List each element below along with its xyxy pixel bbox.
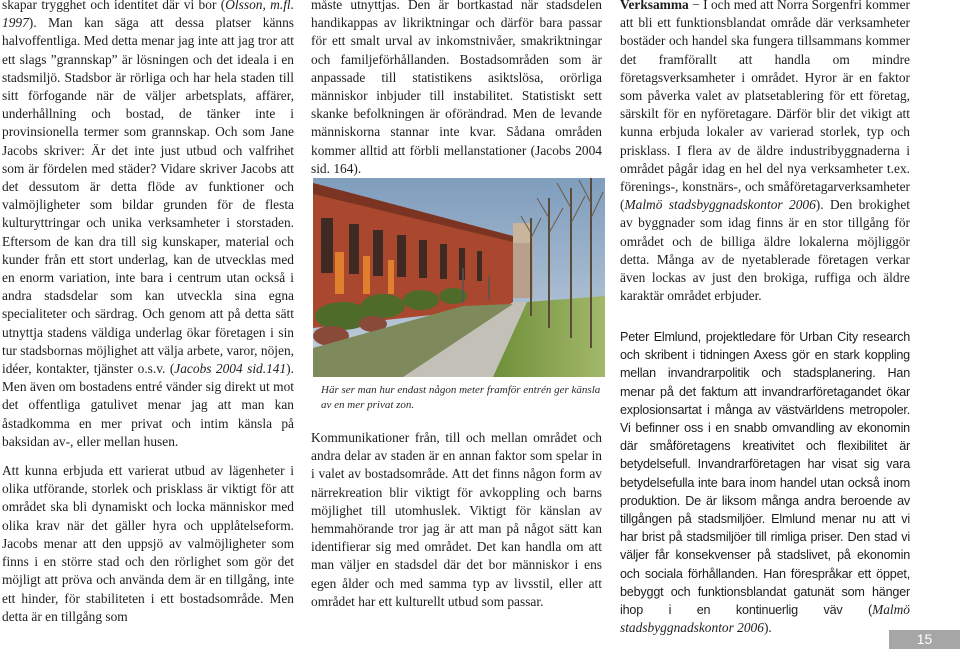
page-number: 15 (889, 630, 960, 649)
citation: Olsson, m.fl. 1997 (2, 0, 294, 31)
text-column-right (620, 0, 910, 305)
citation: Jacobs 2004 sid.141 (174, 361, 287, 377)
paragraph (2, 0, 294, 451)
photo-caption: Här ser man hur endast någon meter framför entrén ger känsla av en mer privat zon. (321, 384, 601, 411)
text-run: Peter Elmlund, projektledare för Urban City research och skribent i tidningen Axess gör en stark koppling mellan invandrarpolitik och stadsplanering. Han menar på det faktum att invandrarföretagandet ökar explosionsartat i många av västvärldens metropoler. Vi befinner oss i en snabb omvandling av ekonomin där småföretagens kreativitet och flexibilitet är betydelsefull. Invandrarföretagen har visat sig vara betydelsefulla inte bara inom handel utan också inom produktion. De är liksom många andra beroende av tillgången på stadsmiljöer. Elmlund menar nu att vi har brist på stadsmiljöer till rimliga priser. Den stad vi väljer får konsekvenser på stadslivet, på ekonomin och sociala förhållanden. Han förespråkar ett öppet, bebyggt och funktionsblandat gatunät som hänger ihop i en kontinuerlig väv ( (620, 330, 910, 618)
text-run: ). Den brokighet av byggnader som idag finns är en stor tillgång för området och de billiga äldre lokalerna möjliggör detta. Många av de nyetablerade företagen verkar även lockas av just den brokiga, ruffiga och äldre karaktär området erbjuder. (620, 197, 910, 304)
paragraph (620, 0, 910, 305)
text-run: ). Men även om bostadens entré vänder sig direkt ut mot det offentliga gatulivet menar jag att man kan åstadkomma en mer privat och intim känsla på baksidan av-, eller mellan husen. (2, 361, 294, 449)
text-run: − I och med att Norra Sorgenfri kommer att bli ett funktionsblandat område där verksamheter bostäder och handel ska fungera tillsammans kommer det framförallt att handla om mindre företagsverksamheter i området. Hyror är en faktor som påverka valet av platsetablering för ett företag, särskilt för en nyföretagare. Därför blir det vikigt att kunna erbjuda lokaler av varierad storlek, typ och prisklass. I flera av de äldre industribyggnaderna i området pågår idag en hel del nya verksamheter t.ex. förenings-, konstnärs-, och småföretagarverksamheter ( (620, 0, 910, 213)
text-run: skapar trygghet och identitet där vi bor ( (2, 0, 226, 12)
street-photo (313, 178, 605, 377)
paragraph (620, 328, 910, 637)
text-column-middle-bottom (311, 429, 602, 611)
text-run: ). (763, 620, 772, 636)
paragraph: Kommunikationer från, till och mellan området och andra delar av staden är en annan faktor som spelar in i valet av bostadsområde. Att det finns någon form av närrekreation blir viktigt för avkoppling och barns möjlighet till utomhuslek. Viktigt för känslan av hemmahörande tror jag är att man på något sätt kan identifierar sig med området. Det kan handla om att man väljer en stadsdel där det bor människor i ens egen ålder och med samma typ av livsstil, eller att området har ett kulturellt utbud som passar. (311, 430, 602, 609)
citation: Malmö stadsbyggnadskontor 2006 (624, 197, 816, 213)
photo-illustration (313, 178, 605, 377)
paragraph: måste utnyttjas. Den är bortkastad när stadsdelen handikappas av likriktningar och därför bara passar för ett smalt urval av inkomstnivåer, smakriktningar och familjeförhållanden. Bostadsområden som är anpassade till statistikens asiktslösa, orörliga människor inbjuder till instabilitet. Statistiskt sett skanke befolkningen är oförändrad. Men de levande människorna stannar inte kvar. Sådana områden kommer alltid att förbli mellanstationer (Jacobs 2004 sid. 164). (311, 0, 602, 176)
paragraph: Att kunna erbjuda ett varierat utbud av lägenheter i olika utförande, storlek och prisklass är viktigt för att området ska bli dynamiskt och locka människor med olika krav när det gäller hyra och upplåtelseform. Jacobs menar att den uppsjö av valmöjligheter som finns i en större stad och den rörlighet som gör det möjligt att pröva och använda dem är en tillgång, inte ett hinder, för stabiliteten i ett bostadsområde. Men detta är en tillgång som (2, 463, 294, 624)
citation: Malmö stadsbyggnadskontor 2006 (620, 602, 910, 636)
text-column-middle (311, 0, 602, 178)
text-run: ). Man kan säga att dessa platser känns halvoffentliga. Med detta menar jag inte att jag tror att ett slags ”grannskap” är lösningen och det ideala i en stadsmiljö. Stadsbor är rörliga och har hela staden till sitt förfogande när de väljer arbetsplats, affärer, underhållning och bostad, de tänker inte i provinsionella termer som grannskap. Och som Jane Jacobs skriver: Är det inte just utbud och valfrihet som är fördelen med städer? Vidare skriver Jacobs att det dessutom är detta flöde av funktioner och valmöjligheter som bildar grunden för de flesta kulturyttringar och unika verksamheter i storstaden. Eftersom de kan dra till sig kunskaper, material och kunder från ett stort underlag, kan de utvecklas med en enorm variation, inte bara i centrum utan också i andra stadsdelar som kan utveckla sina egna specialiteter och särdrag. Och genom att på detta sätt utnyttja stadens väldiga underlag ökar företagen i sin tur stadsbornas möjlighet att välja arbete, varor, nöjen, idéer, kontakter, tjänster o.s.v. ( (2, 15, 294, 377)
run-in-heading: Verksamma (620, 0, 689, 12)
text-column-right-bottom (620, 328, 910, 637)
text-column-left (2, 0, 294, 626)
